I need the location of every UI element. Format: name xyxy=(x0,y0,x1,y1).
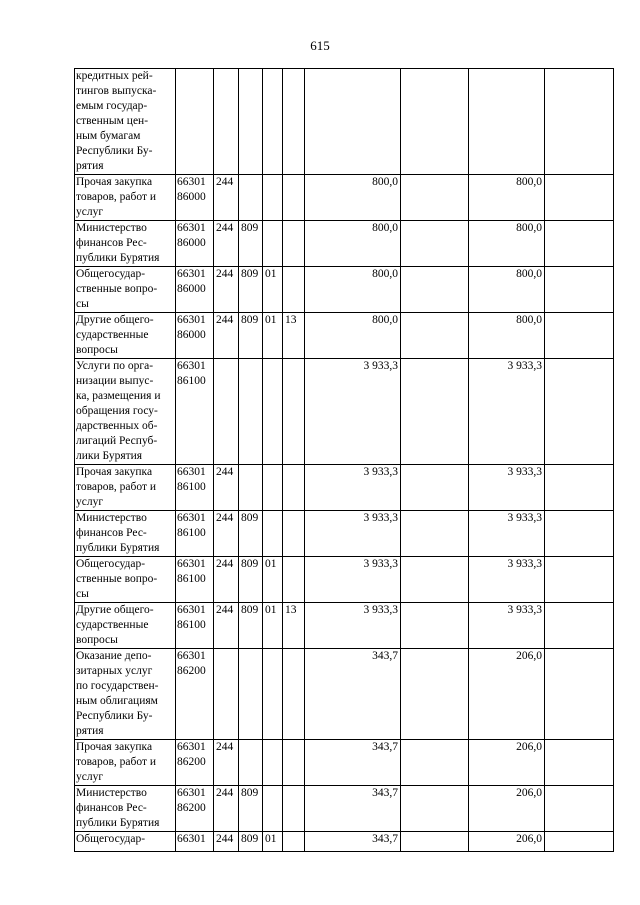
cell-expense-type: 244 xyxy=(214,313,239,359)
cell-subsection xyxy=(283,175,305,221)
cell-expense-type: 244 xyxy=(214,511,239,557)
cell-name xyxy=(75,267,176,313)
cell-ministry-code xyxy=(239,740,263,786)
cell-ministry-code: 809 xyxy=(239,221,263,267)
cell-empty-1 xyxy=(401,557,469,603)
cell-subsection xyxy=(283,786,305,832)
cell-name-line: вопросы xyxy=(76,634,118,646)
cell-amount-1: 3 933,3 xyxy=(305,465,401,511)
cell-empty-1 xyxy=(401,603,469,649)
cell-subsection xyxy=(283,649,305,740)
cell-target-code: 66301 86100 xyxy=(176,511,214,557)
cell-section xyxy=(263,359,283,465)
table-row xyxy=(75,786,614,832)
table-row xyxy=(75,511,614,557)
cell-name xyxy=(75,557,176,603)
cell-amount-1: 800,0 xyxy=(305,313,401,359)
cell-ministry-code: 809 xyxy=(239,786,263,832)
cell-name-line: услуг xyxy=(76,771,104,783)
cell-subsection xyxy=(283,557,305,603)
cell-expense-type: 244 xyxy=(214,740,239,786)
cell-amount-1: 343,7 xyxy=(305,786,401,832)
cell-empty-1 xyxy=(401,221,469,267)
cell-empty-1 xyxy=(401,175,469,221)
table-row xyxy=(75,465,614,511)
cell-name-line: публики Бурятия xyxy=(76,252,160,264)
cell-amount-1: 3 933,3 xyxy=(305,557,401,603)
cell-subsection: 13 xyxy=(283,603,305,649)
cell-name-line: сударственные xyxy=(76,329,149,341)
cell-amount-2: 206,0 xyxy=(469,740,545,786)
cell-amount-2: 3 933,3 xyxy=(469,557,545,603)
cell-expense-type: 244 xyxy=(214,832,239,852)
cell-name xyxy=(75,175,176,221)
cell-ministry-code: 809 xyxy=(239,267,263,313)
cell-empty-2 xyxy=(545,740,614,786)
cell-empty-1 xyxy=(401,511,469,557)
cell-ministry-code xyxy=(239,649,263,740)
cell-name-line: ственным цен- xyxy=(76,115,149,127)
cell-amount-2: 800,0 xyxy=(469,175,545,221)
cell-section xyxy=(263,740,283,786)
cell-empty-2 xyxy=(545,603,614,649)
cell-name xyxy=(75,511,176,557)
cell-empty-1 xyxy=(401,649,469,740)
cell-amount-1: 3 933,3 xyxy=(305,603,401,649)
cell-name-line: Оказание депо- xyxy=(76,650,152,662)
cell-name-line: низации выпус- xyxy=(76,375,154,387)
cell-expense-type xyxy=(214,69,239,175)
cell-name-line: кредитных рей- xyxy=(76,70,153,82)
cell-name-line: ка, размещения и xyxy=(76,390,161,402)
cell-expense-type: 244 xyxy=(214,221,239,267)
cell-expense-type xyxy=(214,359,239,465)
cell-name-line: Прочая закупка xyxy=(76,741,153,753)
cell-section xyxy=(263,221,283,267)
cell-name-line: ным облигациям xyxy=(76,695,158,707)
cell-empty-1 xyxy=(401,69,469,175)
cell-name-line: финансов Рес- xyxy=(76,802,147,814)
budget-table xyxy=(74,68,614,852)
cell-empty-2 xyxy=(545,313,614,359)
cell-empty-2 xyxy=(545,511,614,557)
cell-name-line: публики Бурятия xyxy=(76,817,160,829)
cell-subsection xyxy=(283,740,305,786)
cell-name-line: тингов выпуска- xyxy=(76,85,157,97)
table-row xyxy=(75,313,614,359)
cell-name-line: ственные вопро- xyxy=(76,283,158,295)
table-row xyxy=(75,649,614,740)
cell-section: 01 xyxy=(263,557,283,603)
cell-expense-type: 244 xyxy=(214,175,239,221)
cell-name-line: емым государ- xyxy=(76,100,148,112)
cell-name-line: Министерство xyxy=(76,512,147,524)
cell-target-code: 66301 86100 xyxy=(176,359,214,465)
cell-target-code xyxy=(176,69,214,175)
cell-target-code: 66301 86000 xyxy=(176,267,214,313)
cell-section xyxy=(263,69,283,175)
cell-name-line: услуг xyxy=(76,496,104,508)
cell-expense-type xyxy=(214,649,239,740)
cell-name xyxy=(75,359,176,465)
cell-name-line: рятия xyxy=(76,725,104,737)
cell-amount-1: 343,7 xyxy=(305,740,401,786)
cell-name-line: по государствен- xyxy=(76,680,159,692)
cell-target-code: 66301 86000 xyxy=(176,313,214,359)
cell-target-code: 66301 86100 xyxy=(176,557,214,603)
cell-subsection: 13 xyxy=(283,313,305,359)
cell-target-code: 66301 86100 xyxy=(176,465,214,511)
cell-target-code: 66301 86000 xyxy=(176,221,214,267)
cell-section xyxy=(263,175,283,221)
table-row xyxy=(75,69,614,175)
cell-empty-2 xyxy=(545,221,614,267)
cell-name xyxy=(75,69,176,175)
cell-expense-type: 244 xyxy=(214,603,239,649)
cell-empty-2 xyxy=(545,175,614,221)
cell-ministry-code xyxy=(239,69,263,175)
cell-empty-2 xyxy=(545,786,614,832)
table-row xyxy=(75,740,614,786)
cell-target-code: 66301 86200 xyxy=(176,740,214,786)
cell-subsection xyxy=(283,511,305,557)
cell-empty-2 xyxy=(545,465,614,511)
cell-ministry-code xyxy=(239,175,263,221)
cell-target-code: 66301 86200 xyxy=(176,649,214,740)
cell-subsection xyxy=(283,221,305,267)
cell-empty-1 xyxy=(401,740,469,786)
cell-name-line: Республики Бу- xyxy=(76,710,153,722)
cell-name-line: Министерство xyxy=(76,787,147,799)
cell-amount-1: 800,0 xyxy=(305,175,401,221)
cell-amount-1: 800,0 xyxy=(305,267,401,313)
cell-name-line: вопросы xyxy=(76,344,118,356)
cell-name-line: финансов Рес- xyxy=(76,527,147,539)
cell-name-line: Услуги по орга- xyxy=(76,360,154,372)
cell-section xyxy=(263,786,283,832)
cell-empty-1 xyxy=(401,359,469,465)
cell-ministry-code: 809 xyxy=(239,603,263,649)
cell-name-line: Прочая закупка xyxy=(76,176,153,188)
cell-amount-1: 3 933,3 xyxy=(305,359,401,465)
cell-amount-2 xyxy=(469,69,545,175)
cell-name-line: сударственные xyxy=(76,619,149,631)
cell-amount-2: 3 933,3 xyxy=(469,359,545,465)
cell-amount-2: 206,0 xyxy=(469,832,545,852)
cell-subsection xyxy=(283,832,305,852)
cell-name xyxy=(75,832,176,852)
cell-amount-2: 3 933,3 xyxy=(469,465,545,511)
cell-name xyxy=(75,786,176,832)
cell-amount-1 xyxy=(305,69,401,175)
cell-name-line: зитарных услуг xyxy=(76,665,153,677)
cell-section: 01 xyxy=(263,832,283,852)
cell-target-code: 66301 86100 xyxy=(176,603,214,649)
cell-amount-1: 3 933,3 xyxy=(305,511,401,557)
cell-subsection xyxy=(283,69,305,175)
cell-empty-2 xyxy=(545,832,614,852)
cell-name-line: обращения госу- xyxy=(76,405,158,417)
cell-amount-2: 3 933,3 xyxy=(469,511,545,557)
cell-ministry-code xyxy=(239,359,263,465)
cell-name-line: Общегосудар- xyxy=(76,268,146,280)
table-row xyxy=(75,267,614,313)
cell-section xyxy=(263,511,283,557)
cell-name-line: Общегосудар- xyxy=(76,833,146,845)
cell-name-line: Министерство xyxy=(76,222,147,234)
cell-name-line: лики Бурятия xyxy=(76,450,143,462)
cell-section xyxy=(263,649,283,740)
cell-expense-type: 244 xyxy=(214,557,239,603)
cell-ministry-code: 809 xyxy=(239,511,263,557)
table-row xyxy=(75,175,614,221)
cell-section: 01 xyxy=(263,313,283,359)
cell-expense-type: 244 xyxy=(214,786,239,832)
cell-amount-2: 800,0 xyxy=(469,267,545,313)
cell-empty-2 xyxy=(545,267,614,313)
cell-name xyxy=(75,649,176,740)
cell-subsection xyxy=(283,359,305,465)
table-row xyxy=(75,359,614,465)
cell-name-line: Общегосудар- xyxy=(76,558,146,570)
cell-target-code: 66301 86000 xyxy=(176,175,214,221)
cell-empty-1 xyxy=(401,267,469,313)
cell-name xyxy=(75,465,176,511)
cell-amount-2: 800,0 xyxy=(469,313,545,359)
cell-empty-2 xyxy=(545,69,614,175)
cell-empty-1 xyxy=(401,832,469,852)
table-row xyxy=(75,832,614,852)
cell-subsection xyxy=(283,267,305,313)
cell-name xyxy=(75,603,176,649)
cell-name-line: финансов Рес- xyxy=(76,237,147,249)
cell-expense-type: 244 xyxy=(214,465,239,511)
cell-name-line: товаров, работ и xyxy=(76,191,157,203)
cell-name-line: ным бумагам xyxy=(76,130,141,142)
cell-ministry-code: 809 xyxy=(239,313,263,359)
cell-section: 01 xyxy=(263,267,283,313)
cell-empty-2 xyxy=(545,359,614,465)
cell-subsection xyxy=(283,465,305,511)
cell-ministry-code: 809 xyxy=(239,557,263,603)
cell-empty-2 xyxy=(545,557,614,603)
cell-target-code: 66301 xyxy=(176,832,214,852)
table-row xyxy=(75,603,614,649)
cell-ministry-code xyxy=(239,465,263,511)
cell-target-code: 66301 86200 xyxy=(176,786,214,832)
cell-amount-1: 800,0 xyxy=(305,221,401,267)
cell-amount-2: 206,0 xyxy=(469,786,545,832)
table-row xyxy=(75,557,614,603)
cell-amount-2: 3 933,3 xyxy=(469,603,545,649)
cell-name xyxy=(75,740,176,786)
cell-name xyxy=(75,221,176,267)
cell-empty-1 xyxy=(401,313,469,359)
table-row xyxy=(75,221,614,267)
cell-amount-1: 343,7 xyxy=(305,832,401,852)
cell-name-line: рятия xyxy=(76,160,104,172)
cell-name-line: сы xyxy=(76,298,89,310)
cell-name-line: Республики Бу- xyxy=(76,145,153,157)
page-number: 615 xyxy=(310,38,330,53)
cell-name-line: Другие общего- xyxy=(76,604,154,616)
cell-amount-2: 206,0 xyxy=(469,649,545,740)
cell-ministry-code: 809 xyxy=(239,832,263,852)
cell-name-line: товаров, работ и xyxy=(76,756,157,768)
cell-section: 01 xyxy=(263,603,283,649)
cell-name-line: услуг xyxy=(76,206,104,218)
cell-empty-2 xyxy=(545,649,614,740)
cell-name-line: дарственных об- xyxy=(76,420,158,432)
cell-amount-1: 343,7 xyxy=(305,649,401,740)
cell-name-line: Прочая закупка xyxy=(76,466,153,478)
cell-empty-1 xyxy=(401,465,469,511)
cell-name xyxy=(75,313,176,359)
cell-name-line: ственные вопро- xyxy=(76,573,158,585)
cell-name-line: публики Бурятия xyxy=(76,542,160,554)
cell-amount-2: 800,0 xyxy=(469,221,545,267)
cell-name-line: сы xyxy=(76,588,89,600)
cell-empty-1 xyxy=(401,786,469,832)
cell-section xyxy=(263,465,283,511)
cell-name-line: лигаций Респуб- xyxy=(76,435,158,447)
cell-expense-type: 244 xyxy=(214,267,239,313)
cell-name-line: Другие общего- xyxy=(76,314,154,326)
cell-name-line: товаров, работ и xyxy=(76,481,157,493)
